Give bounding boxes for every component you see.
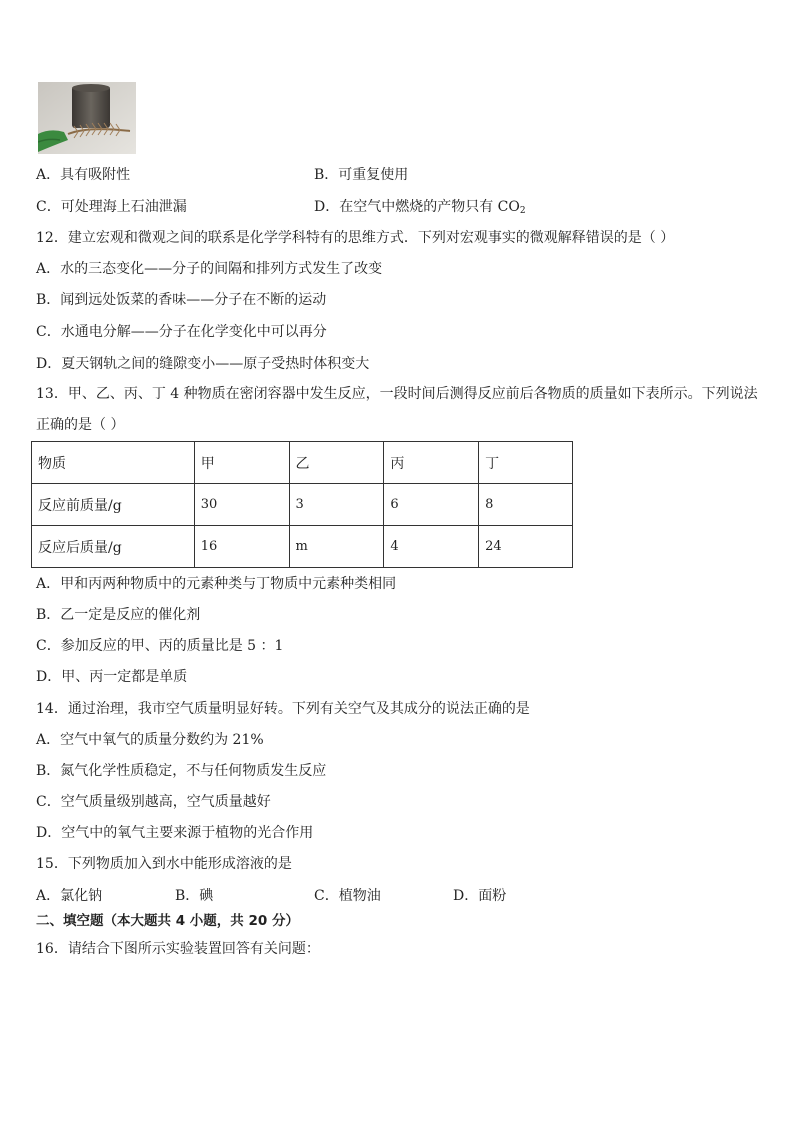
table-cell: 4: [384, 526, 479, 568]
q13-mass-table: [31, 441, 573, 568]
q13-option-c: C．参加反应的甲、丙的质量比是 5 ：1: [36, 638, 284, 654]
q11-option-a: A．具有吸附性: [36, 167, 131, 183]
q12-option-b: B．闻到远处饭菜的香味——分子在不断的运动: [36, 292, 327, 308]
section-heading: 二、填空题（本大题共 4 小题，共 20 分）: [36, 913, 299, 929]
q16-stem: 16．请结合下图所示实验装置回答有关问题：: [36, 941, 320, 957]
table-cell: 反应后质量/g: [32, 526, 195, 568]
table-cell: 16: [194, 526, 289, 568]
table-header-row: [32, 442, 573, 484]
q13-option-a: A．甲和丙两种物质中的元素种类与丁物质中元素种类相同: [36, 576, 397, 592]
table-cell: 30: [194, 484, 289, 526]
table-header-cell: 甲: [194, 442, 289, 484]
q13-stem-line2: 正确的是（ ）: [36, 417, 125, 433]
q13-option-b: B．乙一定是反应的催化剂: [36, 607, 201, 623]
q14-stem: 14．通过治理，我市空气质量明显好转。下列有关空气及其成分的说法正确的是: [36, 701, 530, 717]
q12-option-d: D．夏天钢轨之间的缝隙变小——原子受热时体积变大: [36, 356, 370, 372]
table-cell: 8: [479, 484, 573, 526]
table-cell: 3: [289, 484, 384, 526]
table-row: [32, 526, 573, 568]
q11-option-c: C．可处理海上石油泄漏: [36, 199, 187, 215]
table-cell: m: [289, 526, 384, 568]
q13-option-d: D．甲、丙一定都是单质: [36, 669, 188, 685]
q14-option-b: B．氮气化学性质稳定，不与任何物质发生反应: [36, 763, 327, 779]
q12-option-c: C．水通电分解——分子在化学变化中可以再分: [36, 324, 327, 340]
table-header-cell: 丁: [479, 442, 573, 484]
q11-option-d-subscript: 2: [519, 206, 526, 216]
q14-option-d: D．空气中的氧气主要来源于植物的光合作用: [36, 825, 314, 841]
table-cell: 6: [384, 484, 479, 526]
q11-option-b: B．可重复使用: [314, 167, 409, 183]
q14-option-a: A．空气中氧气的质量分数约为 21%: [36, 732, 264, 748]
table-cell: 反应前质量/g: [32, 484, 195, 526]
q15-option-a: A．氯化钠: [36, 888, 103, 904]
table-cell: 24: [479, 526, 573, 568]
q15-option-c: C．植物油: [314, 888, 381, 904]
q15-option-d: D．面粉: [453, 888, 507, 904]
charcoal-sponge-photo: [38, 82, 136, 154]
q11-option-d-text: D．在空气中燃烧的产物只有 CO: [314, 199, 520, 215]
q13-stem-line1: 13．甲、乙、丙、丁 4 种物质在密闭容器中发生反应，一段时间后测得反应前后各物质的质量如下表所示。下列说法: [36, 386, 758, 402]
q12-option-a: A．水的三态变化——分子的间隔和排列方式发生了改变: [36, 261, 383, 277]
q15-stem: 15．下列物质加入到水中能形成溶液的是: [36, 856, 292, 872]
q15-option-b: B．碘: [175, 888, 214, 904]
table-header-cell: 物质: [32, 442, 195, 484]
q12-stem: 12．建立宏观和微观之间的联系是化学学科特有的思维方式．下列对宏观事实的微观解释错误的是（ ）: [36, 230, 675, 246]
q14-option-c: C．空气质量级别越高，空气质量越好: [36, 794, 271, 810]
table-row: [32, 484, 573, 526]
table-header-cell: 丙: [384, 442, 479, 484]
table-header-cell: 乙: [289, 442, 384, 484]
q11-option-d: [314, 198, 526, 220]
